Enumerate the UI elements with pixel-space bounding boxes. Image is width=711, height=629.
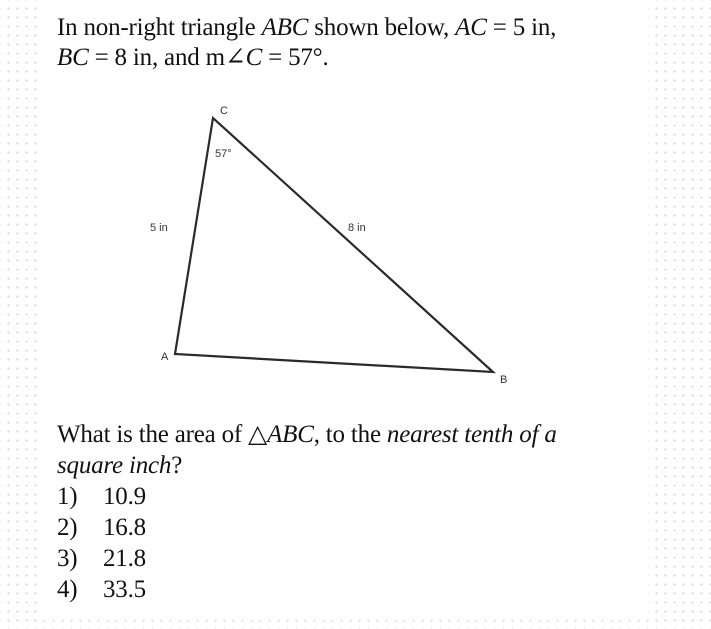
question-line-1 [57,420,557,450]
question-emphasis: square inch [57,452,172,479]
question-mark: ? [171,452,183,479]
choice-value: 21.8 [103,545,146,572]
triangle-name: ABC [267,421,314,448]
choice-number: 3) [57,545,78,572]
side-label-ac: 5 in [150,222,168,234]
choice-value: 10.9 [103,483,146,510]
answer-choice-1[interactable] [57,482,146,512]
question-line-2 [57,451,182,481]
angle-value-c: = 57°. [262,44,329,71]
side-label-bc: 8 in [348,222,366,234]
intro-text: shown below, [308,14,456,41]
question-emphasis: nearest tenth of a [386,421,557,448]
intro-text: In non-right triangle [57,14,262,41]
answer-choice-2[interactable] [57,513,146,543]
choice-value: 33.5 [103,576,146,603]
side-value-ac: = 5 in, [486,14,557,41]
choice-number: 2) [57,514,78,541]
angle-name-c: C [245,44,263,71]
problem-panel [40,0,648,620]
question-text: What is the area of △ [57,421,268,448]
side-name-bc: BC [57,44,89,71]
choice-number: 4) [57,576,78,603]
choice-number: 1) [57,483,78,510]
side-value-bc: = 8 in, and m∠ [88,44,246,71]
choice-value: 16.8 [103,514,146,541]
angle-label-c: 57° [215,148,232,160]
side-name-ac: AC [455,14,487,41]
vertex-label-b: B [500,374,508,386]
triangle-name: ABC [261,14,309,41]
vertex-label-c: C [220,105,228,117]
vertex-label-a: A [161,351,169,363]
question-text: , to the [313,421,387,448]
answer-choice-4[interactable] [57,575,146,605]
answer-choice-3[interactable] [57,544,146,574]
